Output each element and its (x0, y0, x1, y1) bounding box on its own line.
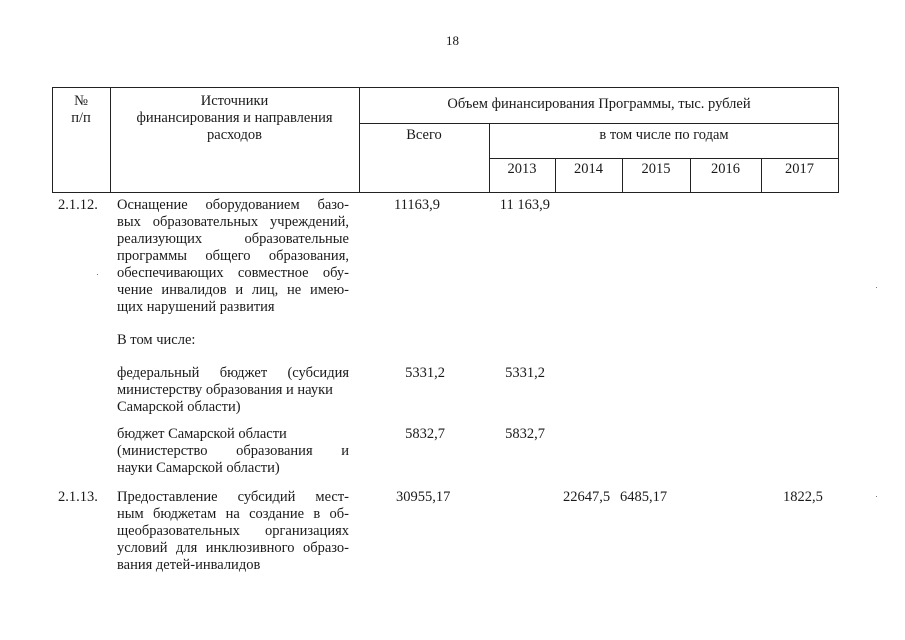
scan-speck (876, 496, 877, 497)
header-num-line-1: № (74, 93, 88, 109)
row-value-2017: 1822,5 (783, 489, 823, 505)
row-total: 5832,7 (405, 426, 445, 442)
header-source-line-2: финансирования и направления (136, 110, 333, 126)
header-year-2013: 2013 (507, 161, 537, 177)
scan-speck (97, 274, 98, 275)
header-bottom-border (52, 192, 839, 193)
row-value-2013: 5832,7 (505, 426, 545, 442)
header-source-line-1: Источники (200, 93, 269, 109)
header-volume: Объем финансирования Программы, тыс. рублей (447, 96, 751, 112)
row-description: бюджет Самарской области (министерство образования и науки Самарской области) (117, 426, 349, 476)
including-label: В том числе: (117, 332, 196, 348)
header-source-line-3: расходов (207, 127, 262, 143)
row-value-2015: 6485,17 (620, 489, 668, 505)
row-value-2014: 22647,5 (563, 489, 611, 505)
row-value-2013: 11 163,9 (499, 197, 550, 213)
header-by-years: в том числе по годам (599, 127, 729, 143)
header-top-border (52, 87, 839, 88)
page-number: 18 (446, 33, 459, 48)
header-num-line-2: п/п (71, 110, 91, 126)
header-year-2016: 2016 (711, 161, 740, 177)
row-total: 5331,2 (405, 365, 445, 381)
row-description: Оснащение оборудованием базо- вых образовательных учреждений, реализующих образовательные программы общего образования, обеспечивающих совместное обу- чение инвалидов и лиц, не имею- щих нарушений развития (117, 197, 349, 315)
header-row-divider-2 (489, 158, 839, 159)
row-total: 30955,17 (396, 489, 451, 505)
row-description: федеральный бюджет (субсидия министерству образования и науки Самарской области) (117, 365, 349, 415)
row-number: 2.1.12. (58, 197, 98, 213)
header-year-2014: 2014 (574, 161, 603, 177)
header-year-2015: 2015 (641, 161, 671, 177)
row-description: Предоставление субсидий мест- ным бюджетам на создание в об- щеобразовательных организациях условий для инклюзивного образо- вания детей-инвалидов (117, 489, 349, 573)
scan-speck (876, 287, 877, 288)
row-total: 11163,9 (393, 197, 440, 213)
header-row-divider-1 (359, 123, 839, 124)
header-total: Всего (406, 127, 442, 143)
row-number: 2.1.13. (58, 489, 98, 505)
row-value-2013: 5331,2 (505, 365, 545, 381)
header-year-2017: 2017 (785, 161, 814, 177)
